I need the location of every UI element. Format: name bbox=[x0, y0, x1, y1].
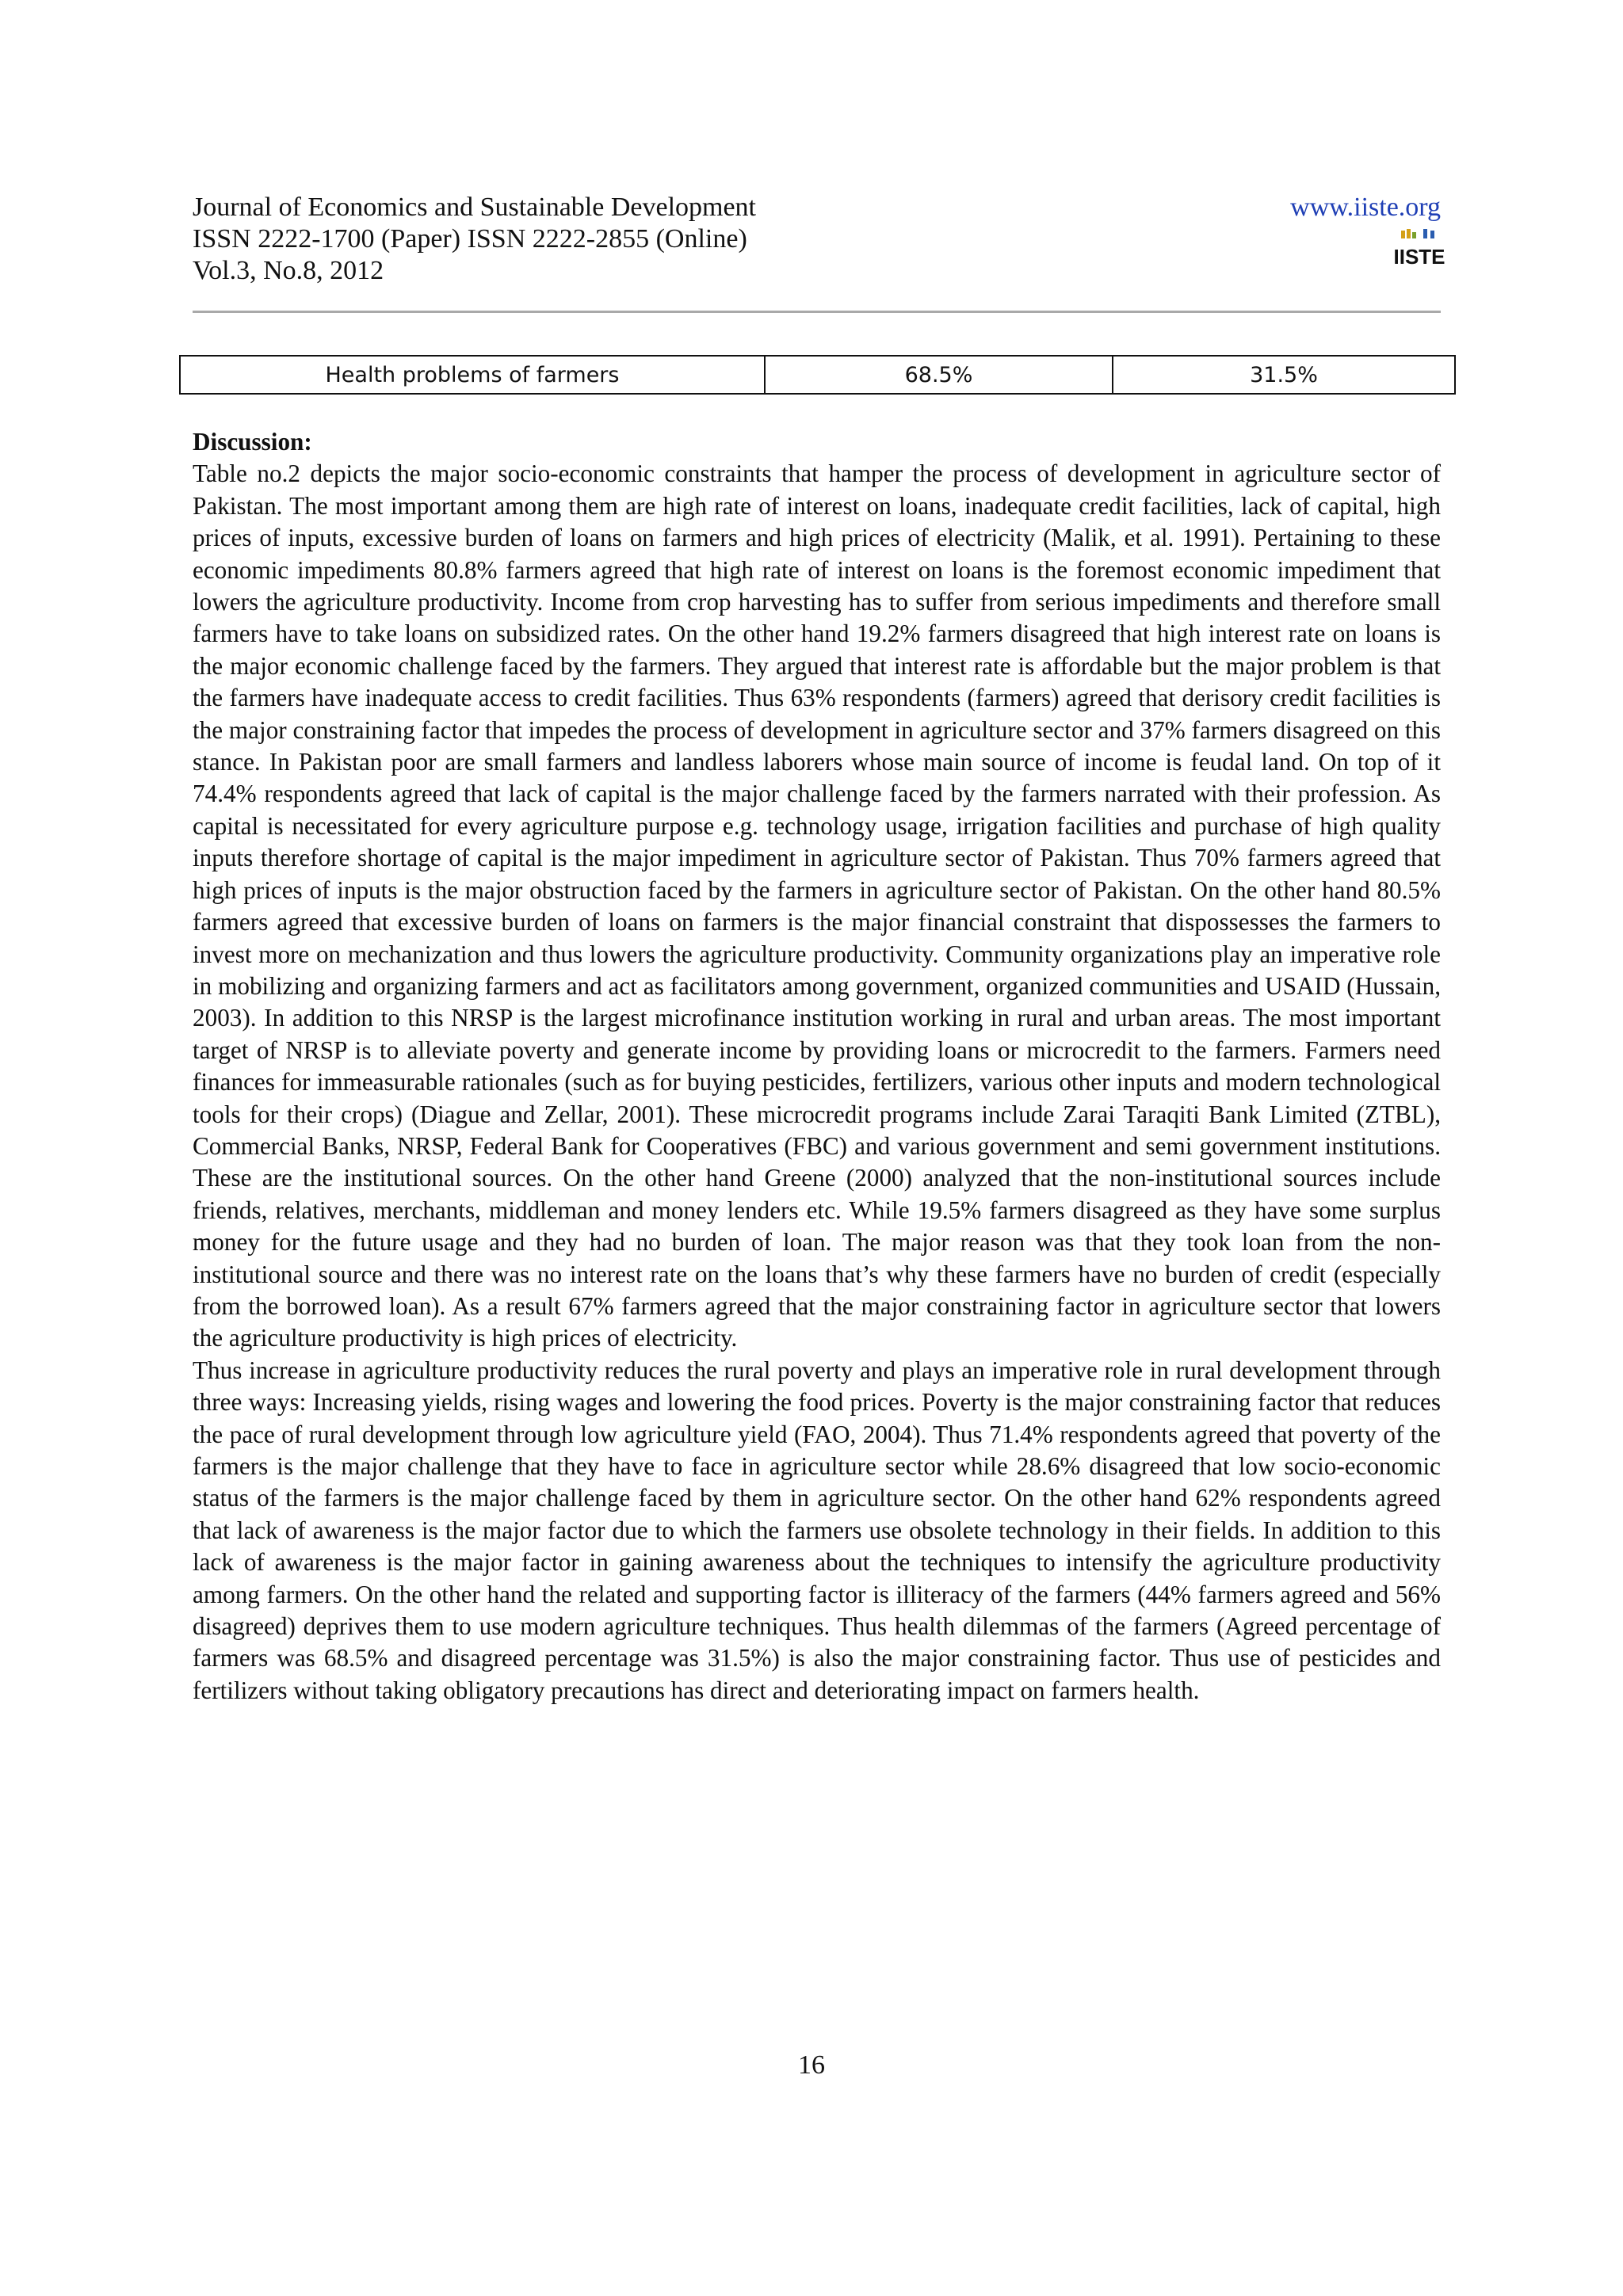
table-cell-disagreed: 31.5% bbox=[1113, 356, 1455, 394]
header-divider bbox=[193, 311, 1441, 313]
constraints-table-continued bbox=[179, 355, 1456, 395]
discussion-paragraph-2: Thus increase in agriculture productivity reduces the rural poverty and plays an imperative role in rural development through three ways: Increasing yields, rising wages and lowering the food prices. Poverty is the major constraining factor that reduces the pace of rural development through low agriculture yield (FAO, 2004). Thus 71.4% respondents agreed that poverty of the farmers is the major challenge that they have to face in agriculture sector while 28.6% disagreed that low socio-economic status of the farmers is the major challenge faced by them in agriculture sector. On the other hand 62% respondents agreed that lack of awareness is the major factor due to which the farmers use obsolete technology in their fields. In addition to this lack of awareness is the major factor in gaining awareness about the techniques to intensify the agriculture productivity among farmers. On the other hand the related and supporting factor is illiteracy of the farmers (44% farmers agreed and 56% disagreed) deprives them to use modern agriculture techniques. Thus health dilemmas of the farmers (Agreed percentage of farmers was 68.5% and disagreed percentage was 31.5%) is also the major constraining factor. Thus use of pesticides and fertilizers without taking obligatory precautions has direct and deteriorating impact on farmers health. bbox=[193, 1356, 1441, 1704]
journal-volume: Vol.3, No.8, 2012 bbox=[193, 256, 384, 285]
table-cell-agreed: 68.5% bbox=[765, 356, 1113, 394]
discussion-paragraph-1: Table no.2 depicts the major socio-economic constraints that hamper the process of development in agriculture sector of Pakistan. The most important among them are high rate of interest on loans, inadequate credit facilities, lack of capital, high prices of inputs, excessive burden of loans on farmers and high prices of electricity (Malik, et al. 1991). Pertaining to these economic impediments 80.8% farmers agreed that high rate of interest on loans is the foremost economic impediment that lowers the agriculture productivity. Income from crop harvesting has to suffer from serious impediments and therefore small farmers have to take loans on subsidized rates. On the other hand 19.2% farmers disagreed that high interest rate on loans is the major economic challenge faced by the farmers. They argued that interest rate is affordable but the major problem is that the farmers have inadequate access to credit facilities. Thus 63% respondents (farmers) agreed that derisory credit facilities is the major constraining factor that impedes the process of development in agriculture sector and 37% farmers disagreed on this stance. In Pakistan poor are small farmers and landless laborers whose main source of income is feudal land. On top of it 74.4% respondents agreed that lack of capital is the major challenge faced by the farmers narrated with their profession. As capital is necessitated for every agriculture purpose e.g. technology usage, irrigation facilities and purchase of high quality inputs therefore shortage of capital is the major impediment in agriculture sector of Pakistan. Thus 70% farmers agreed that high prices of inputs is the major obstruction faced by the farmers in agriculture sector of Pakistan. On the other hand 80.5% farmers agreed that excessive burden of loans on farmers is the major financial constraint that dispossesses the farmers to invest more on mechanization and thus lowers the agriculture productivity. Community organizations play an imperative role in mobilizing and organizing farmers and act as facilitators among government, organized communities and USAID (Hussain, 2003). In addition to this NRSP is the largest microfinance institution working in rural and urban areas. The most important target of NRSP is to alleviate poverty and generate income by providing loans or microcredit to the farmers. Farmers need finances for immeasurable rationales (such as for buying pesticides, fertilizers, various other inputs and modern technological tools for their crops) (Diague and Zellar, 2001). These microcredit programs include Zarai Taraqiti Bank Limited (ZTBL), Commercial Banks, NRSP, Federal Bank for Cooperatives (FBC) and various government and semi government institutions. These are the institutional sources. On the other hand Greene (2000) analyzed that the non-institutional sources include friends, relatives, merchants, middleman and money lenders etc. While 19.5% farmers disagreed as they have some surplus money for the future usage and they had no burden of loan. The major reason was that they took loan from the non-institutional source and there was no interest rate on the loans that’s why these farmers have no burden of credit (especially from the borrowed loan). As a result 67% farmers agreed that the major constraining factor in agriculture sector that lowers the agriculture productivity is high prices of electricity. bbox=[193, 460, 1441, 1352]
table-cell-constraint: Health problems of farmers bbox=[180, 356, 765, 394]
discussion-section bbox=[193, 426, 1441, 1707]
journal-title: Journal of Economics and Sustainable Development bbox=[193, 193, 756, 222]
journal-website-link[interactable]: www.iiste.org bbox=[1290, 193, 1441, 222]
journal-issn: ISSN 2222-1700 (Paper) ISSN 2222-2855 (Online) bbox=[193, 224, 747, 254]
page-number: 16 bbox=[798, 2050, 825, 2080]
journal-header bbox=[193, 192, 1445, 287]
iiste-logo-icon bbox=[1393, 227, 1445, 269]
section-heading: Discussion: bbox=[193, 428, 312, 456]
table-row bbox=[180, 356, 1455, 394]
logo-wordmark: IISTE bbox=[1393, 245, 1445, 269]
